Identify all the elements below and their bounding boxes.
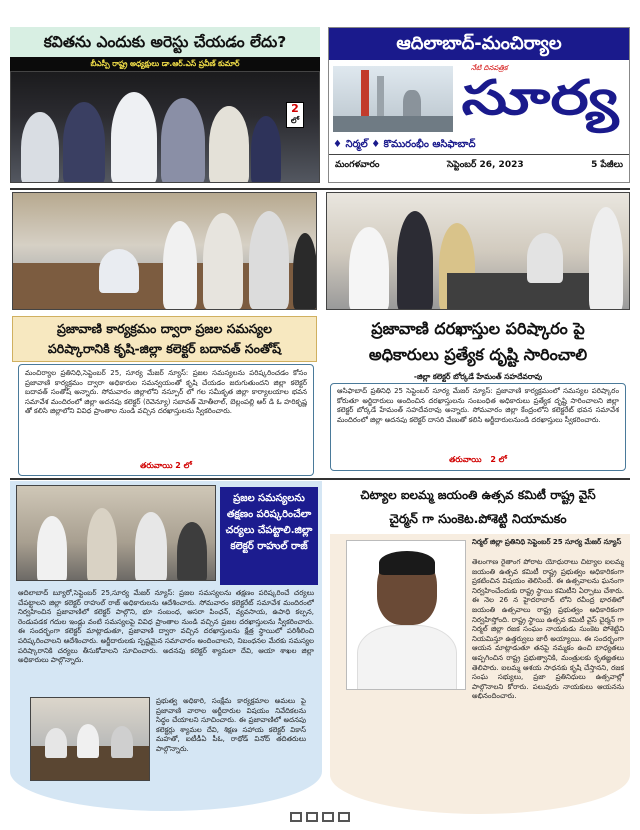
bottom-left-body: ఆదిలాబాద్ బ్యూరో,సెప్టెంబర్ 25,సూర్య మేజర్ న్యూస్: ప్రజల సమస్యలను తక్షణం పరిష్కరించే చర్యలు చేపట్టాలని జిల్లా కలెక్టర్ రాహుల్ రాజ్ అధికారులను ఆదేశించారు. సోమవారం కలెక్టరేట్ సమావేశ మందిరంలో నిర్వహించిన ప్రజావాణిలో కలెక్టర్ పాల్గొని, భూ సంబంధ, ఆసరా పింఛన్, వ్యవసాయ, ఉపాధి కల్పన, రెండుపడక గదుల ఇండ్లు వంటి సమస్యలపై వివిధ ప్రాంతాల నుండి వచ్చిన ప్రజల దరఖాస్తులను స్వీకరించారు. ఈ సందర్భంగా కలెక్టర్ మాట్లాడుతూ, ప్రజావాణి ద్వారా వచ్చిన దరఖాస్తులను క్షేత్ర స్థాయిలో పరిశీలించి పరిష్కరించాలని ఆదేశించారు. అర్జీదారులకు స్పష్టమైన సమాచారం అందించాలని, నిబంధనల మేరకు సమస్యల పరిష్కారానికి చర్యలు తీసుకోవాలని సూచించారు. అదనపు కలెక్టర్ శ్యామలా దేవి, ఆయా శాఖల జిల్లా అధికారులు పాల్గొన్నారు. [18,589,314,665]
top-story-photo [10,71,320,183]
logo-small-text: నేటి దినపత్రిక [471,64,508,72]
masthead [328,27,630,183]
bottom-right-headline: చిట్యాల ఐలమ్మ జయంతి ఉత్సవ కమిటీ రాష్ట్ర వైస్ చైర్మన్ గా సుంకెట.పోశెట్టి నియామకం [360,488,596,526]
right-story-body-box [330,383,626,471]
masthead-title: ఆదిలాబాద్-మంచిర్యాల [329,28,629,60]
diamond-icon: ♦ [333,139,346,150]
issue-day: మంగళవారం [335,160,380,170]
left-story-body: మంచిర్యాల ప్రతినిధి,సెప్టెంబర్ 25, సూర్య మేజర్ న్యూస్: ప్రజల సమస్యలను పరిష్కరించడం కోసం ప్రజావాణి కార్యక్రమం ద్వారా అధికారుల సమన్వయంతో కృషి చేయడం జరుగుతుందని జిల్లా కలెక్టర్ బదావత్ సంతోష్ అన్నారు. సోమవారం జిల్లాలోని నస్పూర్ లో గల సమీకృత జిల్లా కార్యాలయాల భవన సమావేశ మందిరంలో జిల్లా అదనపు కలెక్టర్ (రెవెన్యూ) సబావత్ మోతీలాల్, బెల్లంపల్లి ఆర్ డి ఓ హరికృష్ణ తో కలిసి జిల్లాలోని వివిధ ప్రాంతాల నుండి వచ్చిన దరఖాస్తులను స్వీకరించారు. [25,369,307,416]
right-story-photo [326,192,630,310]
right-story-headline: ప్రజావాణి దరఖాస్తుల పరిష్కారం పై అధికారులు ప్రత్యేక దృష్టి సారించాలి [368,319,588,364]
bottom-left-photo [16,485,216,581]
right-story-page-ref: 2 లో [490,455,507,464]
district-1: నిర్మల్ [345,139,368,150]
bottom-left-photo-2 [30,697,150,781]
diamond-icon: ♦ [371,139,384,150]
bottom-right-dateline: నిర్మల్ జిల్లా ప్రతినిధి సెప్టెంబర్ 25 సూర్య మేజర్ న్యూస్ [472,538,622,546]
divider [10,188,630,190]
bottom-left-headline: ప్రజల సమస్యలను తక్షణం పరిష్కరించేలా చర్యలు చేపట్టాలి.జిల్లా కలెక్టర్ రాహుల్ రాజ్ [220,487,318,585]
right-story-body: ఆసిఫాబాద్ ప్రతినిధి 25 సెప్టెంబర్ సూర్య మేజర్ న్యూస్: ప్రజావాణి కార్యక్రమంలో సమస్యల పరిష్కారం కోరుతూ అర్జిదారులు అందించిన దరఖాస్తులను సంబంధిత అధికారులు ప్రత్యేక దృష్టి సారించాలని జిల్లా కలెక్టర్ బోర్కడే హేమంత్ సహదేవరావు అన్నారు. సోమవారం జిల్లా కేంద్రంలోని కలెక్టరేట్ భవన సమావేశ మందిరంలో జిల్లా అదనపు కలెక్టర్ దాసరి వేణుతో కలిసి అర్జీదారులనుండి దరఖాస్తులు స్వీకరించారు. [337,387,619,424]
logo-area [329,60,629,136]
top-story [10,27,320,183]
top-story-headline: కవితను ఎందుకు అరెస్టు చేయడం లేదు? [10,27,320,57]
bottom-right-body: తెలంగాణ రైతాంగ పోరాట యోధురాలు చిట్యాల ఐలమ్మ జయంతి ఉత్సవ కమిటీ రాష్ట్ర ప్రభుత్వం అధికారికంగా ప్రకటించిన విషయం తెలిసిందే. ఈ ఉత్సవాలను ఘనంగా నిర్వహించేందుకు రాష్ట్ర స్థాయి కమిటీని ఏర్పాటు చేశారు. ఈ నెల 26 న హైదరాబాద్ లోని రవీంద్ర భారతిలో జయంతి ఉత్సవాలు రాష్ట్ర ప్రభుత్వం అధికారికంగా నిర్వహిస్తోంది. రాష్ట్ర స్థాయి ఉత్సవ కమిటీ వైస్ చైర్మన్ గా నిర్మల్ జిల్లా రజక సంఘం నాయకుడు సుంకెట పోశెట్టిని నియమిస్తూ ఉత్తర్వులు జారీ అయ్యాయి. ఈ సందర్భంగా ఆయన మాట్లాడుతూ తనపై నమ్మకం ఉంచి బాధ్యతలు అప్పగించిన రాష్ట్ర ప్రభుత్వానికి, మంత్రులకు కృతజ్ఞతలు తెలిపారు. ఐలమ్మ ఆశయ సాధనకు కృషి చేస్తానని, రజక సంఘ సభ్యులు, ప్రజా ప్రతినిధులు ఉత్సవాల్లో పాల్గొనాలని కోరారు. పలువురు నాయకులు ఆయనను అభినందించారు. [472,558,624,701]
top-story-subhead: బీఎస్పీ రాష్ట్ర అధ్యక్షులు డా.ఆర్.ఎస్ ప్రవీణ్ కుమార్ [10,57,320,71]
portrait-photo [346,540,466,690]
issue-pages: 5 పేజీలు [591,160,623,170]
page-footer [282,812,358,824]
bottom-left-story [10,481,322,811]
dateline-bar [329,154,629,174]
left-story-photo [12,192,317,310]
left-story-headline: ప్రజావాణి కార్యక్రమం ద్వారా ప్రజల సమస్యల పరిష్కారానికి కృషి-జిల్లా కలెక్టర్ బదావత్ సంతోష్ [12,316,317,362]
right-story-continued-line [337,455,619,466]
districts-bar [329,136,629,154]
left-story-body-box [18,364,314,476]
top-story-page-ref: 2 లో [286,102,304,128]
logo-main: సూర్య [461,70,619,126]
issue-date: సెప్టెంబర్ 26, 2023 [446,160,524,170]
left-story-continued: తరువాయి 2 లో [140,461,192,470]
district-2: కొమురంభీం ఆసిఫాబాద్ [383,139,476,150]
bottom-right-story [330,534,630,814]
right-story-continued: తరువాయి [449,455,482,464]
divider [10,478,630,480]
bottom-left-body-2: ప్రభుత్వ అధికారి, సంక్షేమ కార్యక్రమాల అమలు పై ప్రజావాణి వారాల అర్జీదారుల విషయం నివేదికలను సిద్ధం చేయాలని సూచించారు. ఈ ప్రజావాణిలో అదనపు కలెక్టర్లు శ్యామల దేవి, శిక్షణ సహాయ కలెక్టర్ వికాస్ మహతో, ఐటీడీఏ పీఓ, రాథోడ్ వినోద్ తదితరులు పాల్గొన్నారు. [156,697,306,753]
right-story-byline: -జిల్లా కలెక్టర్ బోర్కడే హేమంత్ సహదేవరావు [413,372,543,381]
